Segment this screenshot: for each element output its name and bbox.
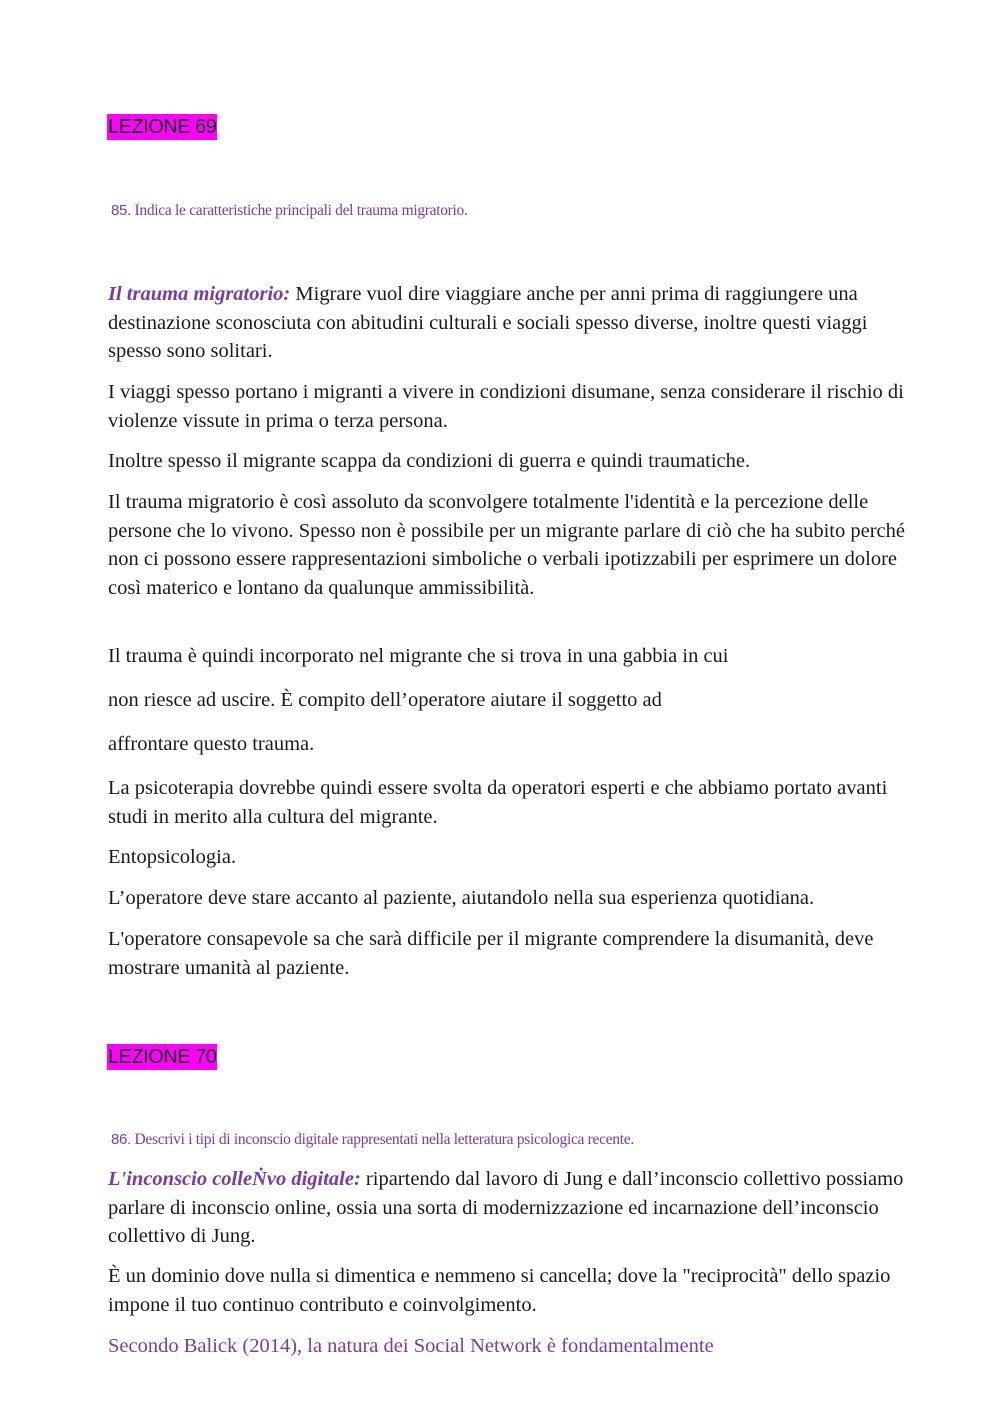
question-86-number: 86. xyxy=(111,1131,131,1148)
paragraph-guerra: Inoltre spesso il migrante scappa da condizioni di guerra e quindi traumatiche. xyxy=(108,450,751,472)
paragraph-operatore-accanto: L’operatore deve stare accanto al paziente, aiutandolo nella sua esperienza quotidiana. xyxy=(108,887,815,909)
paragraph-affrontare: affrontare questo trauma. xyxy=(108,733,315,755)
paragraph-operatore-consapevole: L'operatore consapevole sa che sarà difficile per il migrante comprendere la disumanità, deve mostrare umanità al paziente. xyxy=(108,928,874,979)
question-86 xyxy=(111,1130,634,1150)
question-86-text: Descrivi i tipi di inconscio digitale rappresentati nella letteratura psicologica recente. xyxy=(130,1131,634,1148)
paragraph-balick: Secondo Balick (2014), la natura dei Social Network è fondamentalmente xyxy=(108,1335,714,1357)
paragraph-entopsicologia: Entopsicologia. xyxy=(108,846,237,868)
question-85 xyxy=(111,201,468,221)
paragraph-operatore-compito: non riesce ad uscire. È compito dell’operatore aiutare il soggetto ad xyxy=(108,689,662,711)
paragraph-inconscio-collettivo xyxy=(108,1165,908,1251)
paragraph-text: Migrare vuol dire viaggiare anche per anni prima di raggiungere una destinazione sconosciuta con abitudini culturali e sociali spesso diverse, inoltre questi viaggi spesso sono solitari. xyxy=(108,283,868,362)
question-85-number: 85. xyxy=(111,202,131,219)
lesson-69-heading: LEZIONE 69 xyxy=(108,116,217,138)
question-85-text: Indica le caratteristiche principali del trauma migratorio. xyxy=(130,202,468,219)
paragraph-text: ripartendo dal lavoro di Jung e dall’inconscio collettivo possiamo parlare di inconscio online, ossia una sorta di modernizzazione ed incarnazione dell’inconscio collettivo di Jung. xyxy=(108,1168,904,1247)
paragraph-identita: Il trauma migratorio è così assoluto da sconvolgere totalmente l'identità e la percezione delle persone che lo vivono. Spesso non è possibile per un migrante parlare di ciò che ha subito perché non ci possono essere rappresentazioni simboliche o verbali ipotizzabili per esprimere un dolore così materico e lontano da qualunque ammissibilità. xyxy=(108,491,905,599)
paragraph-psicoterapia: La psicoterapia dovrebbe quindi essere svolta da operatori esperti e che abbiamo portato avanti studi in merito alla cultura del migrante. xyxy=(108,777,888,828)
paragraph-lead: L'inconscio colleṄvo digitale: xyxy=(108,1168,361,1190)
paragraph-lead: Il trauma migratorio: xyxy=(108,283,291,305)
paragraph-gabbia: Il trauma è quindi incorporato nel migrante che si trova in una gabbia in cui xyxy=(108,645,729,667)
paragraph-trauma-migratorio xyxy=(108,280,908,366)
paragraph-viaggi: I viaggi spesso portano i migranti a vivere in condizioni disumane, senza considerare il rischio di violenze vissute in prima o terza persona. xyxy=(108,381,904,432)
paragraph-dominio: È un dominio dove nulla si dimentica e nemmeno si cancella; dove la "reciprocità" dello spazio impone il tuo continuo contributo e coinvolgimento. xyxy=(108,1265,891,1316)
lesson-70-heading: LEZIONE 70 xyxy=(108,1046,217,1068)
